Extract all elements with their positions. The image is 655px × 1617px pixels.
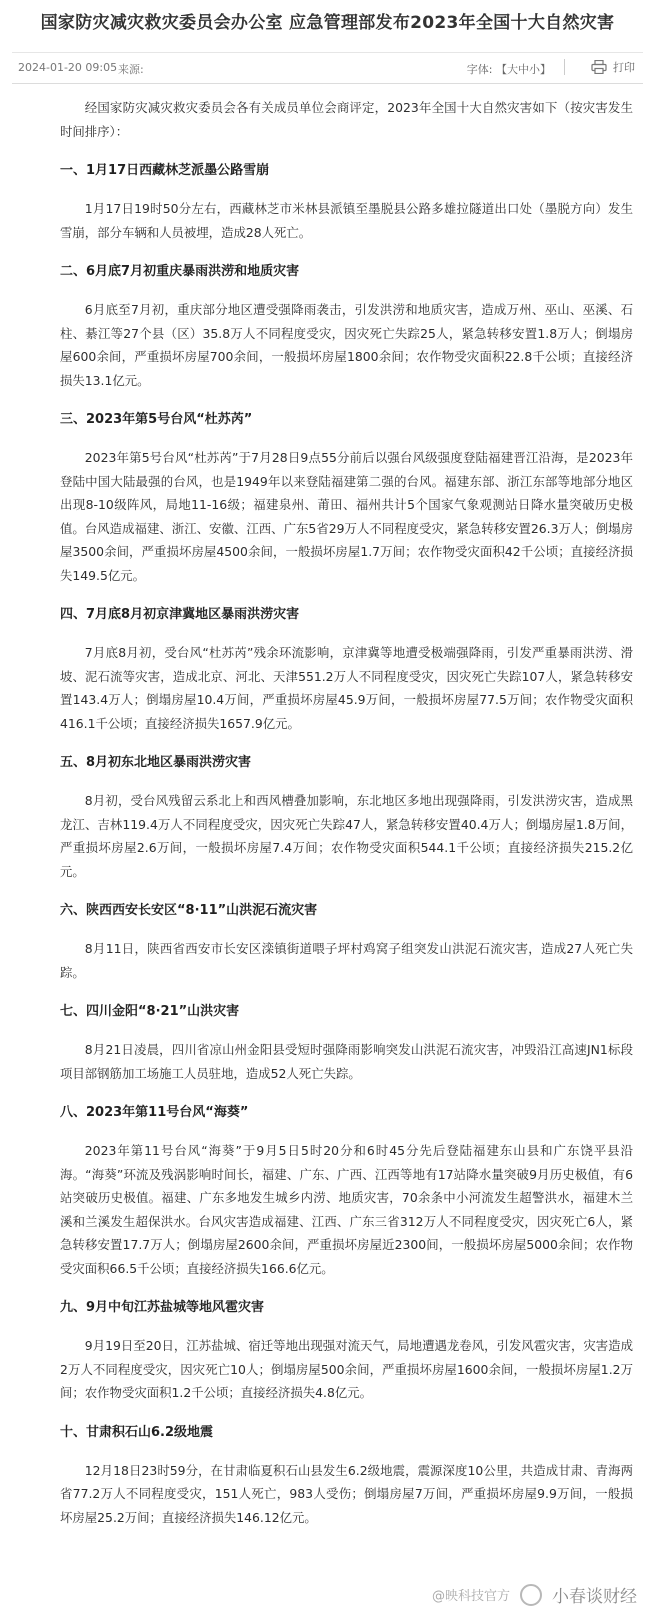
section-heading-8: 八、2023年第11号台风“海葵” <box>60 1105 249 1120</box>
section-heading-1: 一、1月17日西藏林芝派墨公路雪崩 <box>60 163 270 178</box>
section-body-8: 2023年第11号台风“海葵”于9月5日5时20分和6时45分先后登陆福建东山县和广东饶平县沿海。“海葵”环流及残涡影响时间长，福建、广东、广西、江西等地有17站降水量突破9月历史极值，有6站突破历史极值。福建、广东多地发生城乡内涝、地质灾害，70余条中小河流发生超警洪水，福建木兰溪和兰溪发生超保洪水。台风灾害造成福建、江西、广东三省312万人不同程度受灾，因灾死亡6人，紧急转移安置17.7万人；倒塌房屋2600余间，严重损坏房屋近2300间，一般损坏房屋5000余间；农作物受灾面积66.5千公顷；直接经济损失166.6亿元。 <box>60 1143 633 1276</box>
page-title: 国家防灾减灾救灾委员会办公室 应急管理部发布2023年全国十大自然灾害 <box>40 13 615 33</box>
print-button[interactable] <box>591 59 635 75</box>
section-heading-4: 四、7月底8月初京津冀地区暴雨洪涝灾害 <box>60 607 300 622</box>
section-body-1: 1月17日19时50分左右，西藏林芝市米林县派镇至墨脱县公路多雄拉隧道出口处（墨脱方向）发生雪崩，部分车辆和人员被埋，造成28人死亡。 <box>60 201 633 240</box>
section-heading-7: 七、四川金阳“8·21”山洪灾害 <box>60 1004 240 1019</box>
watermark <box>432 1582 637 1607</box>
watermark-logo-icon <box>520 1584 542 1606</box>
printer-icon <box>591 60 607 74</box>
section-heading-5: 五、8月初东北地区暴雨洪涝灾害 <box>60 755 252 770</box>
watermark-right: 小春谈财经 <box>552 1587 637 1607</box>
print-label: 打印 <box>613 61 635 74</box>
section-body-5: 8月初，受台风残留云系北上和西风槽叠加影响，东北地区多地出现强降雨，引发洪涝灾害，造成黑龙江、吉林119.4万人不同程度受灾，因灾死亡失踪47人，紧急转移安置40.4万人；倒塌房屋1.8万间，严重损坏房屋2.6万间，一般损坏房屋7.4万间；农作物受灾面积544.1千公顷；直接经济损失215.2亿元。 <box>60 793 633 879</box>
section-heading-9: 九、9月中旬江苏盐城等地风雹灾害 <box>60 1300 265 1315</box>
meta-divider <box>564 59 565 75</box>
font-size-options[interactable]: 【大中小】 <box>496 63 551 76</box>
font-size-label: 字体: <box>466 63 493 76</box>
article-body <box>60 96 633 1529</box>
section-body-9: 9月19日至20日，江苏盐城、宿迁等地出现强对流天气，局地遭遇龙卷风，引发风雹灾害，灾害造成2万人不同程度受灾，因灾死亡10人；倒塌房屋500余间，严重损坏房屋1600余间，一般损坏房屋1.2万间；农作物受灾面积1.2千公顷；直接经济损失4.8亿元。 <box>60 1338 633 1400</box>
section-body-10: 12月18日23时59分，在甘肃临夏积石山县发生6.2级地震，震源深度10公里，共造成甘肃、青海两省77.2万人不同程度受灾，151人死亡，983人受伤；倒塌房屋7万间，严重损坏房屋9.9万间，一般损坏房屋25.2万间；直接经济损失146.12亿元。 <box>60 1462 633 1525</box>
section-heading-2: 二、6月底7月初重庆暴雨洪涝和地质灾害 <box>60 264 300 279</box>
watermark-left: @映科技官方 <box>431 1589 510 1604</box>
section-heading-3: 三、2023年第5号台风“杜苏芮” <box>60 412 253 427</box>
font-size-control <box>467 61 551 77</box>
article-meta-bar <box>12 52 643 84</box>
intro-paragraph: 经国家防灾减灾救灾委员会各有关成员单位会商评定，2023年全国十大自然灾害如下（按灾害发生时间排序）： <box>60 100 633 139</box>
section-heading-6: 六、陕西西安长安区“8·11”山洪泥石流灾害 <box>60 903 318 918</box>
section-body-6: 8月11日，陕西省西安市长安区滦镇街道喂子坪村鸡窝子组突发山洪泥石流灾害，造成27人死亡失踪。 <box>60 941 633 980</box>
source-label: 来源: <box>118 63 144 76</box>
section-body-7: 8月21日凌晨，四川省凉山州金阳县受短时强降雨影响突发山洪泥石流灾害，冲毁沿江高速JN1标段项目部钢筋加工场施工人员驻地，造成52人死亡失踪。 <box>60 1042 633 1081</box>
section-body-2: 6月底至7月初，重庆部分地区遭受强降雨袭击，引发洪涝和地质灾害，造成万州、巫山、巫溪、石柱、綦江等27个县（区）35.8万人不同程度受灾，因灾死亡失踪25人，紧急转移安置1.8万人；倒塌房屋600余间，严重损坏房屋700余间，一般损坏房屋1800余间；农作物受灾面积22.8千公顷；直接经济损失13.1亿元。 <box>60 302 633 388</box>
section-heading-10: 十、甘肃积石山6.2级地震 <box>60 1424 214 1440</box>
publish-date: 2024-01-20 09:05 <box>18 61 118 74</box>
section-body-4: 7月底8月初，受台风“杜苏芮”残余环流影响，京津冀等地遭受极端强降雨，引发严重暴雨洪涝、滑坡、泥石流等灾害，造成北京、河北、天津551.2万人不同程度受灾，因灾死亡失踪107人，紧急转移安置143.4万人；倒塌房屋10.4万间，严重损坏房屋45.9万间，一般损坏房屋77.5万间；农作物受灾面积416.1千公顷；直接经济损失1657.9亿元。 <box>60 645 633 731</box>
section-body-3: 2023年第5号台风“杜苏芮”于7月28日9点55分前后以强台风级强度登陆福建晋江沿海，是2023年登陆中国大陆最强的台风，也是1949年以来登陆福建第二强的台风。福建东部、浙江东部等地部分地区出现8-10级阵风，局地11-16级；福建泉州、莆田、福州共计5个国家气象观测站日降水量突破历史极值。台风造成福建、浙江、安徽、江西、广东5省29万人不同程度受灾，紧急转移安置26.3万人；倒塌房屋3500余间，严重损坏房屋4500余间，一般损坏房屋1.7万间；农作物受灾面积42千公顷；直接经济损失149.5亿元。 <box>60 450 633 583</box>
